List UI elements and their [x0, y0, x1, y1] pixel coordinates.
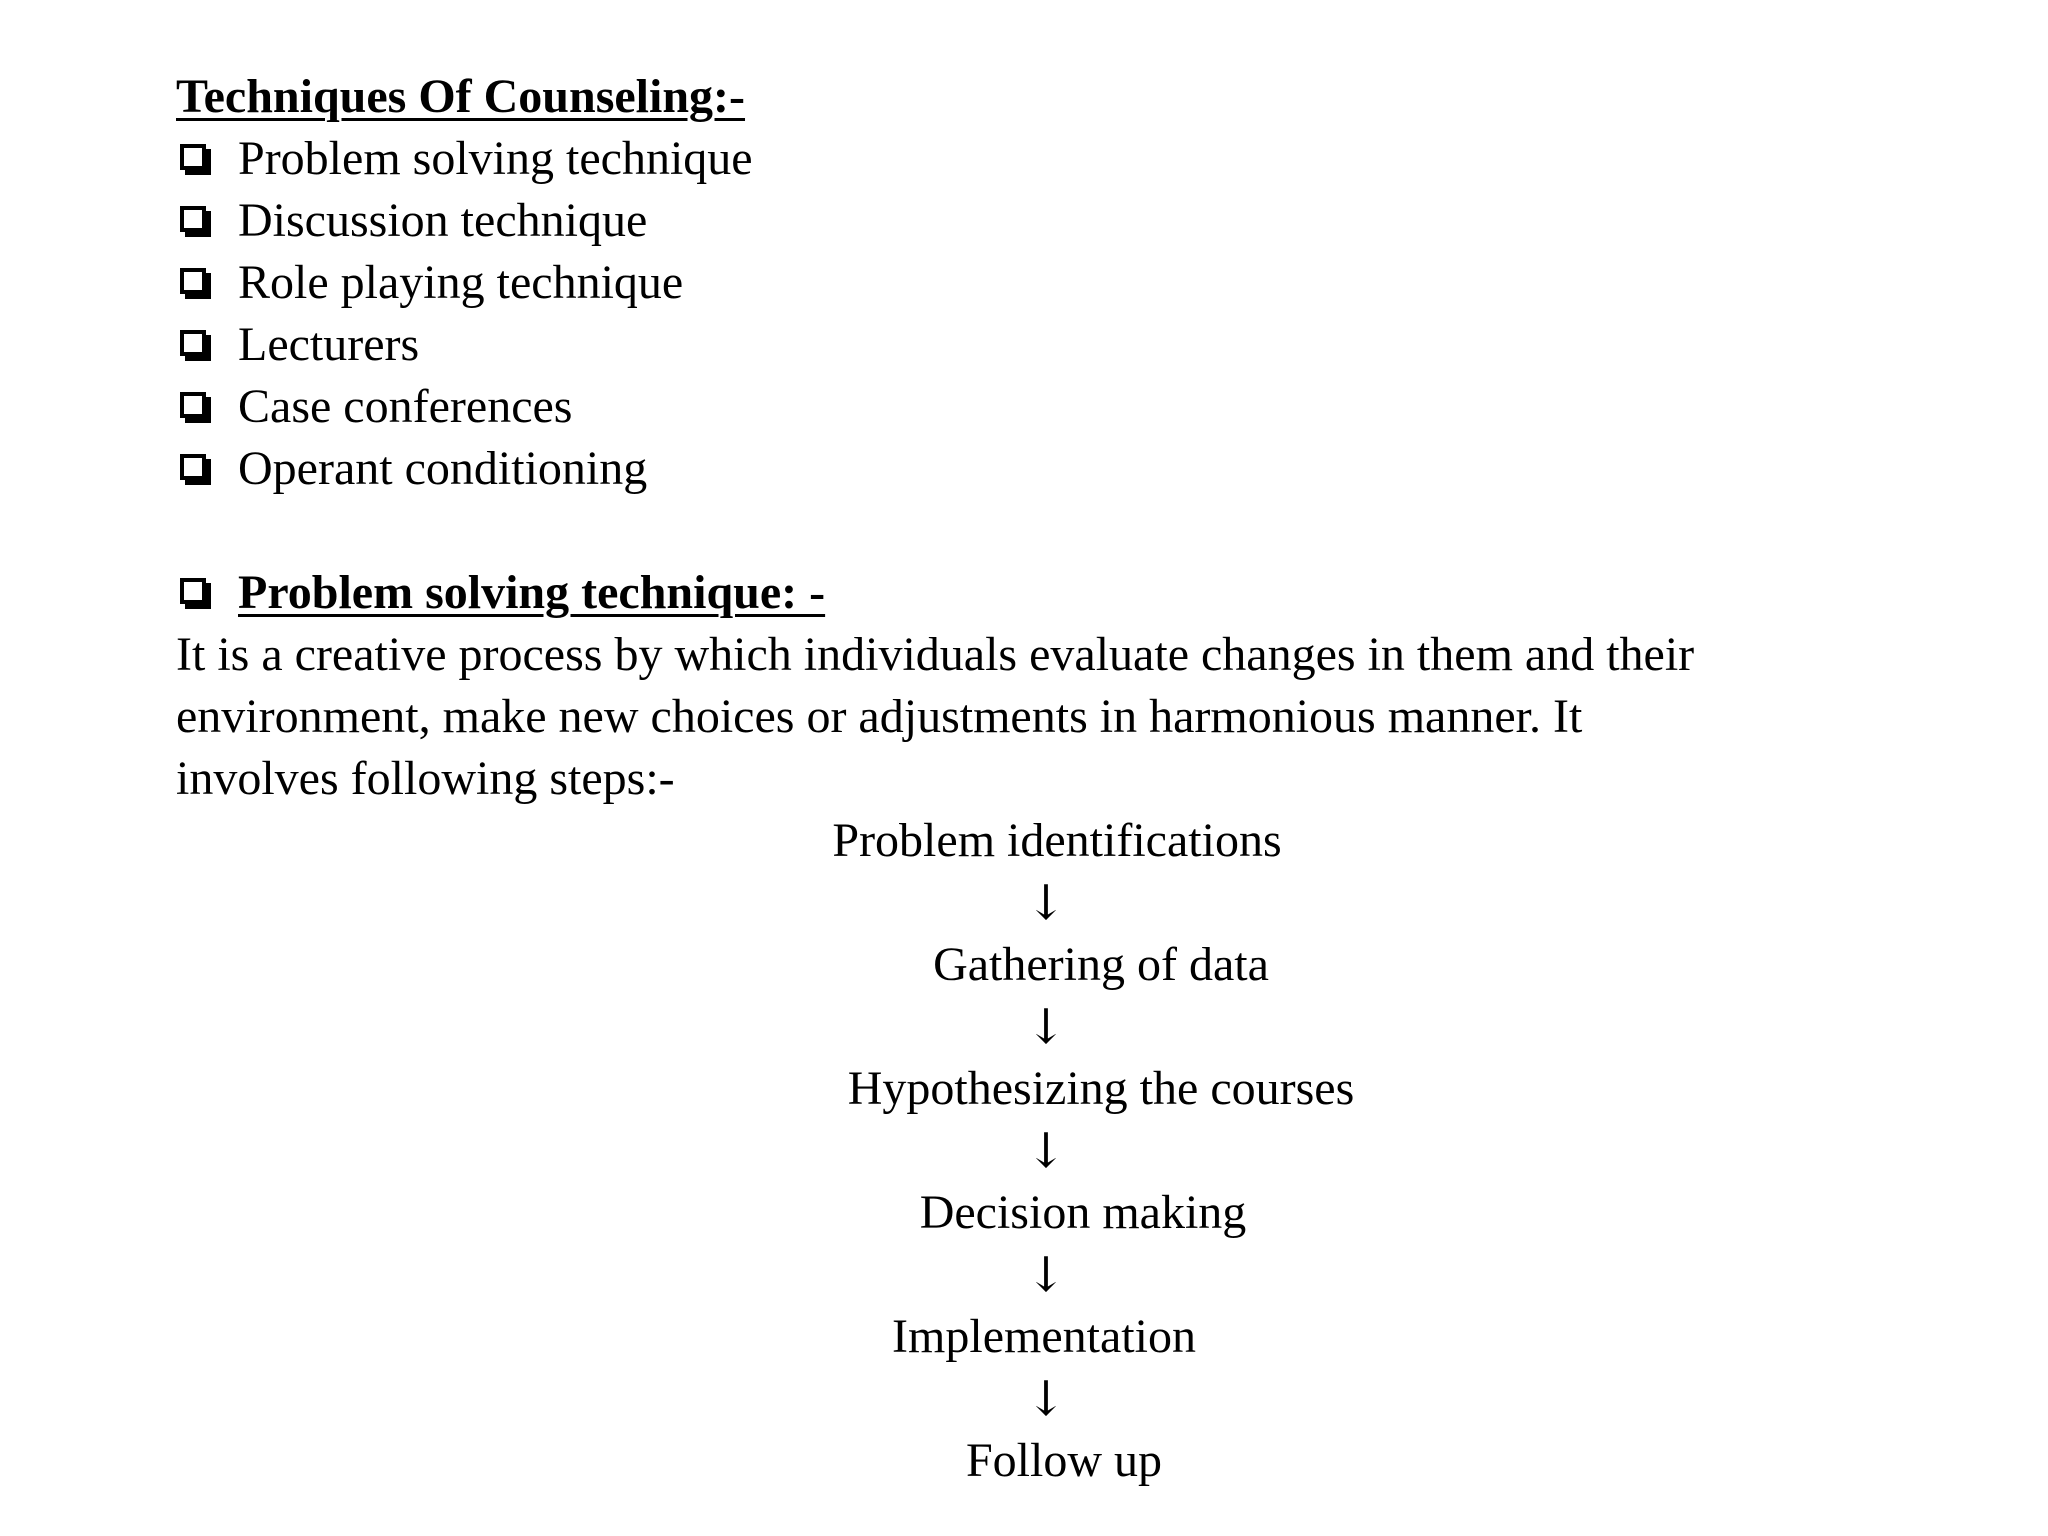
list-item	[176, 128, 753, 190]
paragraph-line: It is a creative process by which individuals evaluate changes in them and their	[176, 628, 1695, 681]
flow-step: Implementation	[892, 1310, 1196, 1363]
checkbox-bullet-icon	[180, 392, 206, 418]
list-item-label: Operant conditioning	[238, 442, 648, 495]
list-item-label: Lecturers	[238, 318, 420, 371]
section-heading-row	[176, 562, 825, 624]
flow-step: Hypothesizing the courses	[847, 1062, 1355, 1115]
down-arrow-icon: ↓	[1025, 999, 1067, 1055]
flow-step: Decision making	[919, 1186, 1247, 1239]
checkbox-bullet-icon	[180, 268, 206, 294]
list-item-label: Case conferences	[238, 380, 573, 433]
list-item-label: Discussion technique	[238, 194, 648, 247]
list-item	[176, 376, 572, 438]
page-title: Techniques Of Counseling:-	[176, 70, 746, 123]
checkbox-bullet-icon	[180, 144, 206, 170]
list-item	[176, 252, 683, 314]
flow-step: Problem identifications	[832, 814, 1282, 867]
list-item-label: Problem solving technique	[238, 132, 753, 185]
checkbox-bullet-icon	[180, 330, 206, 356]
checkbox-bullet-icon	[180, 454, 206, 480]
paragraph-line: involves following steps:-	[176, 752, 675, 805]
down-arrow-icon: ↓	[1025, 1247, 1067, 1303]
flow-step: Gathering of data	[933, 938, 1269, 991]
list-item	[176, 314, 419, 376]
list-item	[176, 438, 647, 500]
list-item	[176, 190, 647, 252]
down-arrow-icon: ↓	[1025, 1123, 1067, 1179]
section-heading: Problem solving technique: -	[238, 566, 826, 619]
down-arrow-icon: ↓	[1025, 875, 1067, 931]
down-arrow-icon: ↓	[1025, 1371, 1067, 1427]
checkbox-bullet-icon	[180, 578, 206, 604]
flow-step: Follow up	[965, 1434, 1163, 1487]
checkbox-bullet-icon	[180, 206, 206, 232]
paragraph-line: environment, make new choices or adjustments in harmonious manner. It	[176, 690, 1583, 743]
list-item-label: Role playing technique	[238, 256, 684, 309]
